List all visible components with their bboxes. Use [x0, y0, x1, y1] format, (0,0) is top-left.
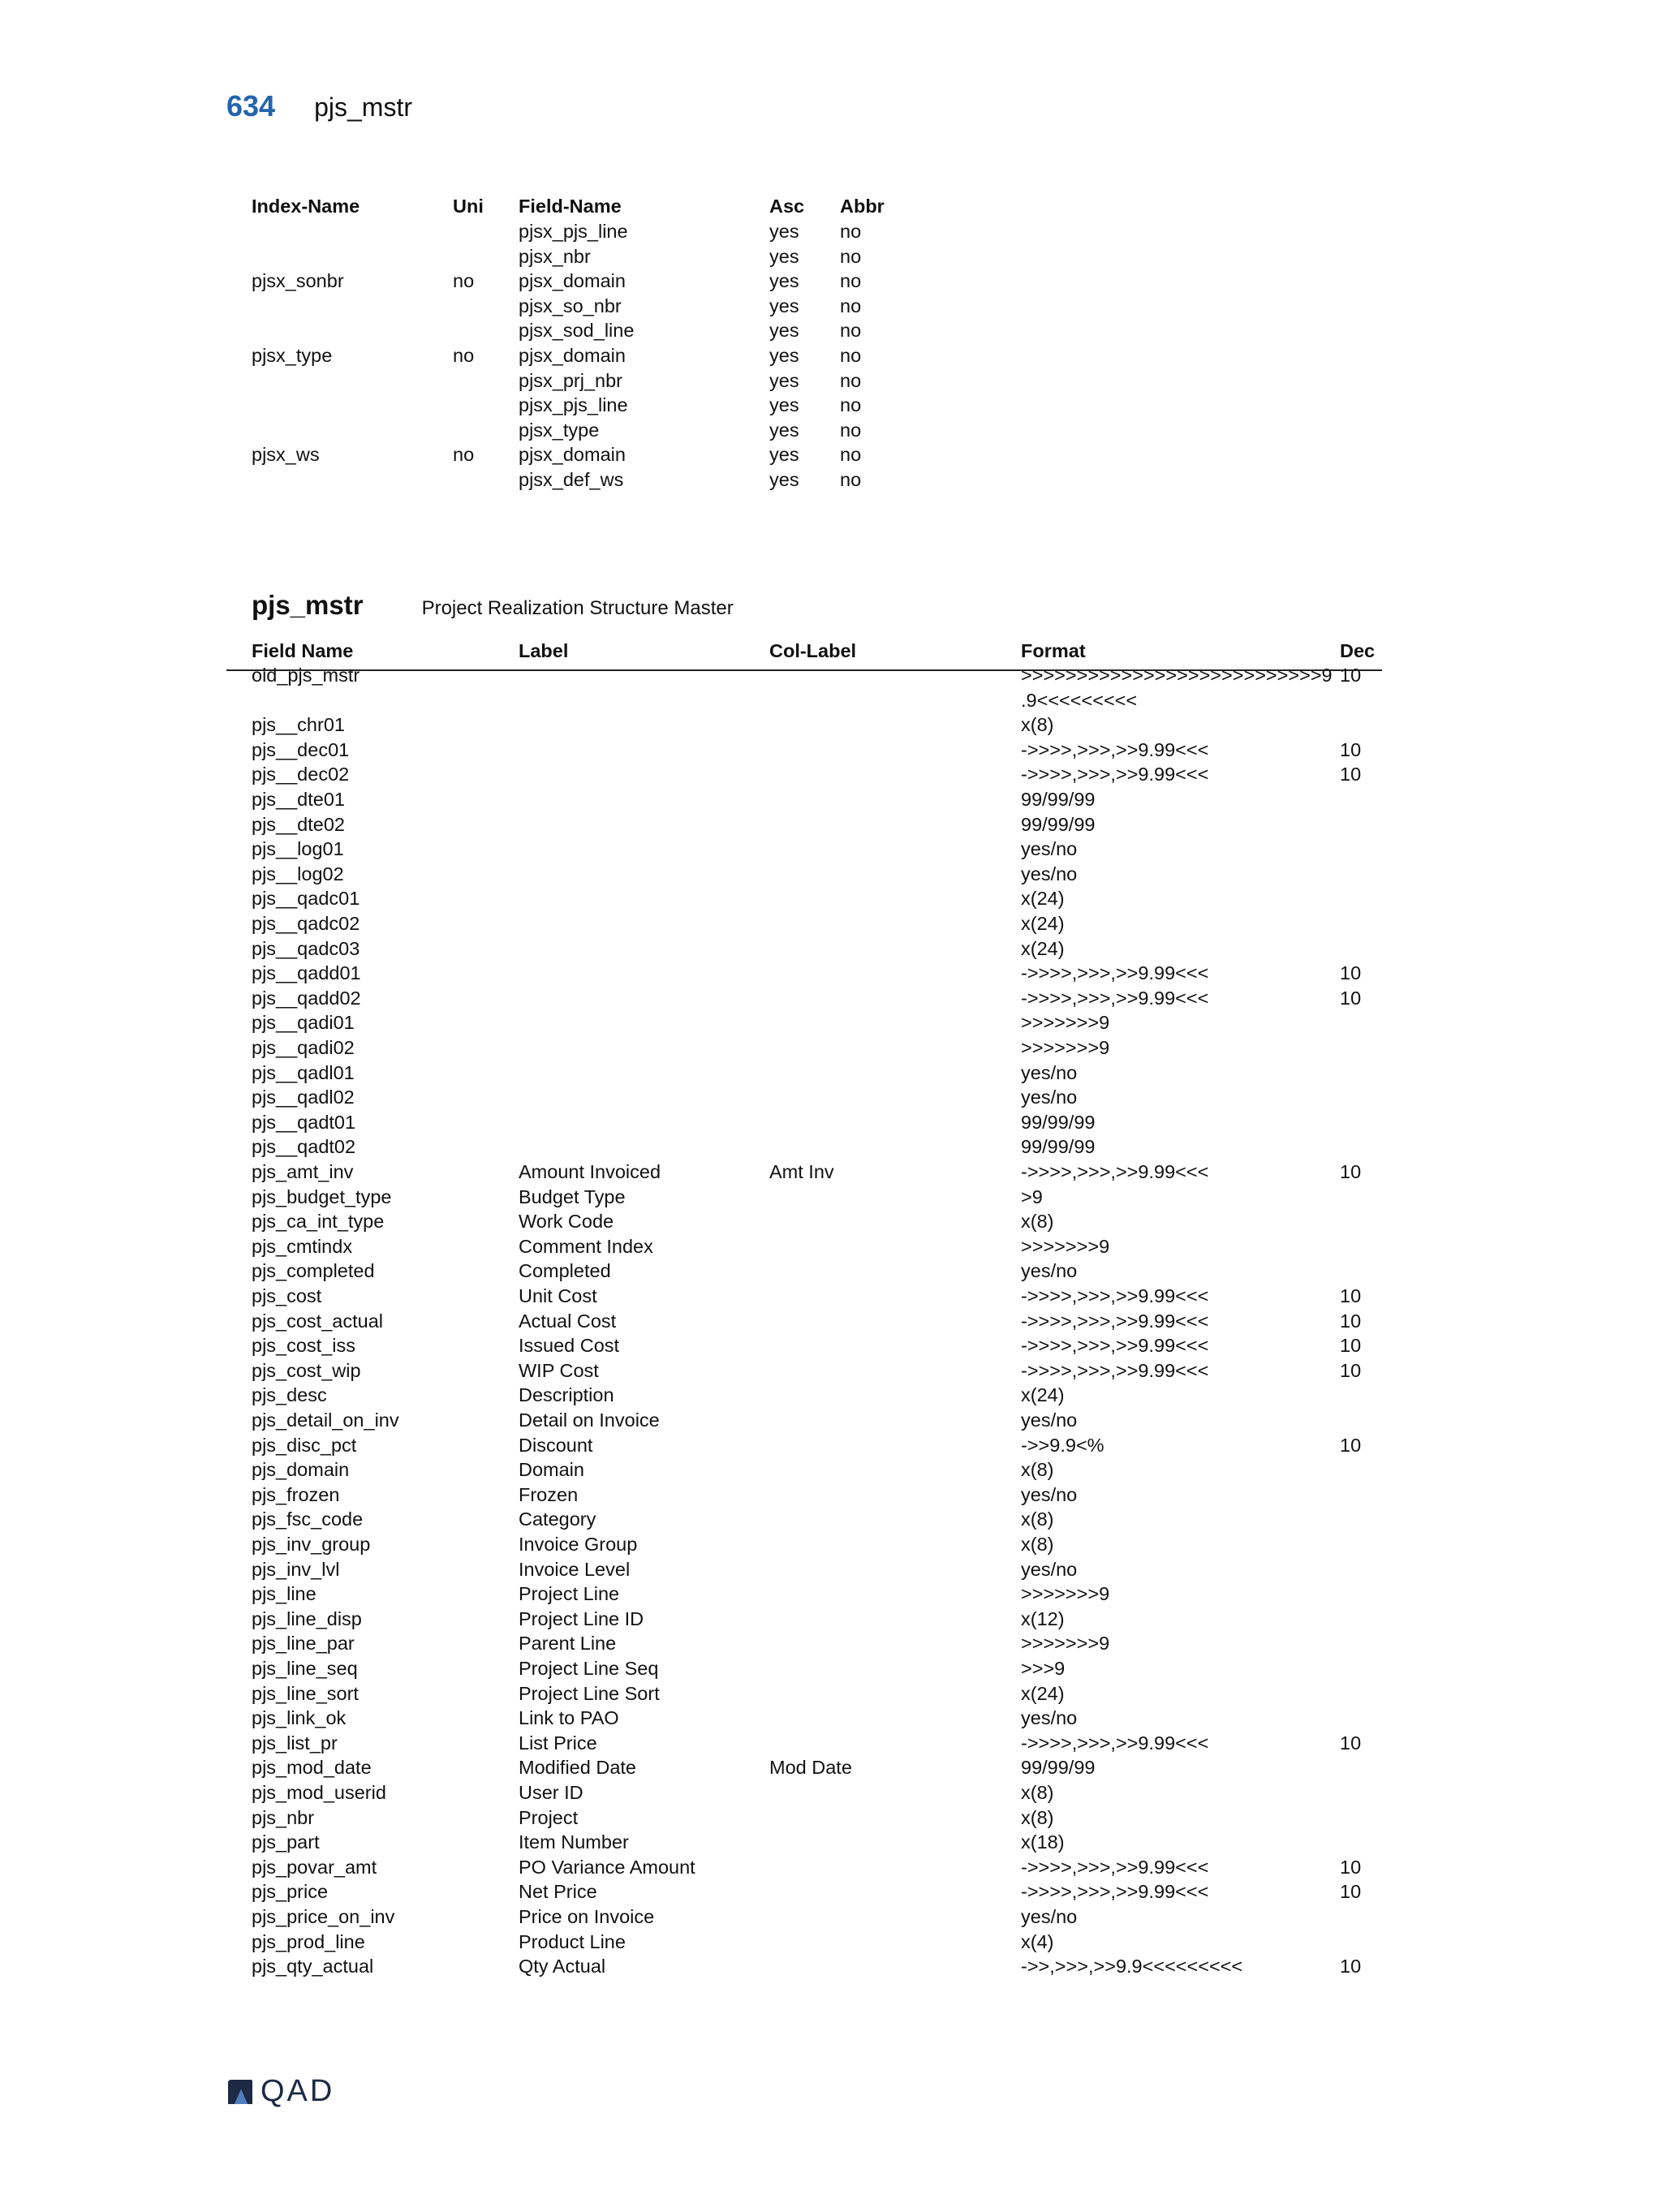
table-cell: x(24) — [1021, 1384, 1065, 1406]
table-row — [0, 1110, 1662, 1135]
table-cell: Completed — [519, 1260, 611, 1282]
table-cell: pjs__dte01 — [252, 789, 345, 810]
table-cell: pjs_part — [252, 1831, 320, 1853]
table-cell: pjs__qadt02 — [252, 1136, 356, 1158]
table-cell: Comment Index — [519, 1235, 653, 1257]
table-row — [0, 1209, 1662, 1234]
table-section-title — [252, 590, 734, 621]
table-cell: pjs_line — [252, 1583, 316, 1605]
table-cell: no — [453, 444, 475, 466]
table-cell: yes — [769, 245, 799, 267]
table-row — [0, 467, 1662, 493]
table-row — [0, 1259, 1662, 1284]
table-cell: pjs_domain — [252, 1459, 350, 1481]
table-row — [0, 862, 1662, 887]
table-cell: pjs_cost — [252, 1285, 322, 1306]
table-cell: Amount Invoiced — [519, 1161, 661, 1182]
table-cell: pjs_prod_line — [252, 1930, 365, 1952]
table-cell: Budget Type — [519, 1186, 626, 1207]
table-cell: pjs_ca_int_type — [252, 1211, 385, 1233]
table-cell: yes/no — [1021, 1260, 1078, 1282]
table-cell: x(8) — [1021, 1534, 1054, 1555]
table-cell: Project Line — [519, 1583, 620, 1605]
table-cell: pjs_line_seq — [252, 1658, 358, 1679]
table-row — [0, 318, 1662, 343]
table-row — [0, 911, 1662, 936]
table-cell: pjs_line_par — [252, 1633, 355, 1655]
table-cell: yes — [769, 270, 799, 292]
table-cell: pjsx_so_nbr — [519, 295, 622, 316]
table-cell: pjsx_def_ws — [519, 469, 624, 490]
table-cell: >>>>>>>9 — [1021, 1012, 1110, 1034]
table-cell: 10 — [1340, 1335, 1362, 1357]
table-cell: yes/no — [1021, 1483, 1078, 1505]
table-row — [0, 1284, 1662, 1309]
column-header: Col-Label — [769, 640, 857, 661]
table-header-row — [0, 194, 1662, 219]
table-cell: x(18) — [1021, 1831, 1065, 1853]
table-cell: pjs_price — [252, 1881, 329, 1903]
table-row — [0, 1185, 1662, 1210]
table-row — [0, 244, 1662, 269]
table-cell: ->>>>,>>>,>>9.99<<< — [1021, 1285, 1209, 1306]
column-header: Uni — [453, 196, 484, 217]
table-cell: pjsx_ws — [252, 444, 320, 466]
table-cell: Project Line ID — [519, 1607, 644, 1629]
table-cell: ->>,>>>,>>9.9<<<<<<<<< — [1021, 1956, 1243, 1977]
table-row — [0, 787, 1662, 812]
table-row — [0, 1134, 1662, 1160]
table-cell: pjs__chr01 — [252, 714, 345, 736]
table-cell: no — [840, 245, 862, 267]
table-cell: Domain — [519, 1459, 584, 1481]
table-cell: 99/99/99 — [1021, 789, 1096, 810]
table-cell: yes/no — [1021, 1707, 1078, 1729]
table-row — [0, 1160, 1662, 1185]
table-cell: Project Line Sort — [519, 1682, 660, 1704]
table-cell: x(4) — [1021, 1930, 1054, 1952]
table-cell: pjs_line_disp — [252, 1607, 362, 1629]
column-header: Field Name — [252, 640, 354, 661]
table-cell: yes/no — [1021, 863, 1078, 884]
table-row — [0, 1582, 1662, 1607]
table-cell: x(24) — [1021, 1682, 1065, 1704]
table-cell: pjs_line_sort — [252, 1682, 359, 1704]
table-row — [0, 1433, 1662, 1458]
table-row — [0, 1681, 1662, 1706]
table-cell: ->>9.9<% — [1021, 1434, 1104, 1456]
table-cell: 99/99/99 — [1021, 813, 1096, 835]
table-row — [0, 1358, 1662, 1384]
column-header: Format — [1021, 640, 1086, 661]
table-cell: ->>>>,>>>,>>9.99<<< — [1021, 764, 1209, 785]
table-cell: Project Line Seq — [519, 1658, 659, 1679]
table-row — [0, 738, 1662, 763]
column-header: Abbr — [840, 196, 885, 217]
table-cell: pjs_desc — [252, 1384, 327, 1406]
table-cell: Parent Line — [519, 1633, 617, 1655]
table-row — [0, 1954, 1662, 1979]
table-cell: >>>>>>>9 — [1021, 1235, 1110, 1257]
table-cell: List Price — [519, 1732, 597, 1754]
table-row — [0, 269, 1662, 294]
table-cell: pjs__qadc03 — [252, 937, 360, 959]
table-cell: x(8) — [1021, 1211, 1054, 1233]
table-row — [0, 343, 1662, 368]
table-cell: no — [840, 369, 862, 391]
table-cell: 10 — [1340, 665, 1362, 686]
table-cell: pjs__qadi02 — [252, 1037, 355, 1058]
table-row — [0, 986, 1662, 1011]
table-cell: pjs__qadd01 — [252, 962, 361, 984]
table-cell: pjs__qadc01 — [252, 888, 360, 910]
table-cell: yes — [769, 295, 799, 316]
table-cell: Mod Date — [769, 1757, 852, 1779]
table-cell: pjs_mod_date — [252, 1757, 372, 1779]
table-cell: pjs_detail_on_inv — [252, 1409, 399, 1431]
table-cell: yes — [769, 394, 799, 416]
table-cell: Actual Cost — [519, 1310, 617, 1332]
table-row — [0, 1607, 1662, 1632]
table-cell: 10 — [1340, 764, 1362, 785]
table-cell: pjs_fsc_code — [252, 1508, 364, 1530]
table-cell: ->>>>,>>>,>>9.99<<< — [1021, 987, 1209, 1009]
table-row — [0, 1408, 1662, 1433]
table-row — [0, 837, 1662, 862]
table-cell: no — [840, 295, 862, 316]
table-row — [0, 688, 1662, 713]
table-cell: >>>>>>>9 — [1021, 1037, 1110, 1058]
table-cell: yes — [769, 345, 799, 366]
table-cell: ->>>>,>>>,>>9.99<<< — [1021, 1359, 1209, 1381]
table-cell: x(8) — [1021, 1459, 1054, 1481]
table-row — [0, 1879, 1662, 1904]
table-row — [0, 1731, 1662, 1756]
table-cell: Product Line — [519, 1930, 626, 1952]
table-cell: pjs__dec01 — [252, 738, 350, 760]
logo-text: QAD — [260, 2074, 335, 2108]
table-row — [0, 1706, 1662, 1731]
table-cell: pjsx_sod_line — [519, 320, 635, 342]
table-description: Project Realization Structure Master — [421, 597, 734, 619]
table-cell: no — [453, 270, 475, 292]
table-cell: no — [840, 394, 862, 416]
table-cell: ->>>>,>>>,>>9.99<<< — [1021, 1335, 1209, 1357]
table-cell: 99/99/99 — [1021, 1757, 1096, 1779]
table-cell: yes/no — [1021, 1409, 1078, 1431]
table-cell: Detail on Invoice — [519, 1409, 660, 1431]
table-cell: pjsx_sonbr — [252, 270, 344, 292]
table-cell: yes/no — [1021, 1061, 1078, 1083]
table-cell: pjs_cmtindx — [252, 1235, 353, 1257]
table-cell: yes — [769, 469, 799, 490]
footer-logo — [226, 2074, 334, 2109]
table-cell: Description — [519, 1384, 614, 1406]
table-row — [0, 1035, 1662, 1061]
table-cell: pjs_inv_group — [252, 1534, 371, 1555]
column-header: Label — [519, 640, 569, 661]
table-cell: pjs_cost_iss — [252, 1335, 355, 1357]
table-cell: yes — [769, 369, 799, 391]
table-row — [0, 1085, 1662, 1110]
table-row — [0, 1755, 1662, 1780]
table-row — [0, 368, 1662, 394]
table-cell: >>>>>>>9 — [1021, 1633, 1110, 1655]
table-cell: 10 — [1340, 1434, 1362, 1456]
table-row — [0, 1830, 1662, 1855]
table-cell: 10 — [1340, 962, 1362, 984]
table-cell: Link to PAO — [519, 1707, 619, 1729]
table-cell: no — [840, 419, 862, 441]
table-cell: ->>>>,>>>,>>9.99<<< — [1021, 1161, 1209, 1182]
table-cell: yes/no — [1021, 1558, 1078, 1580]
table-cell: no — [840, 270, 862, 292]
table-row — [0, 1780, 1662, 1805]
table-cell: pjs_disc_pct — [252, 1434, 357, 1456]
table-row — [0, 812, 1662, 837]
table-cell: Amt Inv — [769, 1161, 834, 1182]
table-cell: pjsx_pjs_line — [519, 221, 628, 242]
table-row — [0, 961, 1662, 986]
table-row — [0, 936, 1662, 962]
page-header — [226, 89, 412, 130]
table-cell: yes — [769, 221, 799, 242]
table-cell: x(8) — [1021, 714, 1054, 736]
table-row — [0, 1557, 1662, 1582]
table-cell: 10 — [1340, 1359, 1362, 1381]
table-cell: pjsx_domain — [519, 345, 626, 366]
table-row — [0, 712, 1662, 738]
table-cell: >9 — [1021, 1186, 1043, 1207]
table-row — [0, 1631, 1662, 1656]
table-cell: Issued Cost — [519, 1335, 620, 1357]
table-cell: no — [840, 345, 862, 366]
table-cell: yes — [769, 419, 799, 441]
table-cell: pjsx_domain — [519, 444, 626, 466]
table-cell: x(8) — [1021, 1806, 1054, 1828]
table-row — [0, 1507, 1662, 1532]
header-rule — [226, 669, 1382, 671]
table-cell: Qty Actual — [519, 1956, 606, 1977]
column-header: Asc — [769, 196, 805, 217]
table-row — [0, 1383, 1662, 1408]
table-cell: no — [840, 320, 862, 342]
qad-logo-icon — [226, 2078, 254, 2106]
table-cell: x(12) — [1021, 1607, 1065, 1629]
table-cell: pjs__qadl01 — [252, 1061, 355, 1083]
table-cell: x(8) — [1021, 1508, 1054, 1530]
table-cell: x(24) — [1021, 913, 1065, 934]
table-cell: pjs_nbr — [252, 1806, 315, 1828]
table-cell: yes/no — [1021, 838, 1078, 860]
table-cell: ->>>>,>>>,>>9.99<<< — [1021, 1310, 1209, 1332]
table-cell: x(8) — [1021, 1782, 1054, 1803]
page-number: 634 — [226, 89, 276, 123]
table-cell: 10 — [1340, 1881, 1362, 1903]
table-row — [0, 418, 1662, 443]
table-cell: pjs_link_ok — [252, 1707, 347, 1729]
table-cell: pjs_cost_wip — [252, 1359, 361, 1381]
table-row — [0, 1532, 1662, 1557]
table-cell: pjsx_pjs_line — [519, 394, 628, 416]
table-cell: Unit Cost — [519, 1285, 597, 1306]
table-cell: pjs_price_on_inv — [252, 1906, 395, 1927]
table-cell: no — [840, 444, 862, 466]
table-row — [0, 1010, 1662, 1035]
table-row — [0, 1483, 1662, 1508]
table-cell: Discount — [519, 1434, 593, 1456]
table-cell: pjs_mod_userid — [252, 1782, 386, 1803]
table-cell: 10 — [1340, 1856, 1362, 1878]
table-cell: pjs__qadi01 — [252, 1012, 355, 1034]
table-cell: 99/99/99 — [1021, 1111, 1096, 1133]
table-cell: pjs__qadd02 — [252, 987, 361, 1009]
table-cell: pjs__dec02 — [252, 764, 350, 785]
table-cell: ->>>>,>>>,>>9.99<<< — [1021, 1881, 1209, 1903]
table-cell: 10 — [1340, 1732, 1362, 1754]
table-cell: 10 — [1340, 738, 1362, 760]
table-cell: pjs_frozen — [252, 1483, 340, 1505]
table-cell: pjs__dte02 — [252, 813, 345, 835]
table-cell: ->>>>,>>>,>>9.99<<< — [1021, 962, 1209, 984]
table-cell: pjs_list_pr — [252, 1732, 338, 1754]
table-row — [0, 393, 1662, 418]
table-row — [0, 1930, 1662, 1955]
table-cell: Invoice Level — [519, 1558, 631, 1580]
table-cell: pjs_budget_type — [252, 1186, 392, 1207]
table-row — [0, 1805, 1662, 1831]
table-cell: >>>9 — [1021, 1658, 1066, 1679]
table-cell: pjsx_domain — [519, 270, 626, 292]
column-header: Index-Name — [252, 196, 360, 217]
table-cell: pjs__log01 — [252, 838, 344, 860]
table-cell: pjs__qadl02 — [252, 1087, 355, 1108]
table-cell: ->>>>,>>>,>>9.99<<< — [1021, 1856, 1209, 1878]
table-cell: 10 — [1340, 987, 1362, 1009]
table-row — [0, 294, 1662, 319]
table-cell: no — [840, 221, 862, 242]
table-row — [0, 442, 1662, 467]
table-row — [0, 1234, 1662, 1259]
table-cell: 10 — [1340, 1161, 1362, 1182]
table-cell: x(24) — [1021, 937, 1065, 959]
table-cell: Invoice Group — [519, 1534, 638, 1555]
column-header: Dec — [1340, 640, 1376, 661]
table-cell: pjsx_type — [252, 345, 333, 366]
table-cell: Modified Date — [519, 1757, 636, 1779]
table-row — [0, 1656, 1662, 1681]
table-cell: 10 — [1340, 1956, 1362, 1977]
table-cell: no — [840, 469, 862, 490]
page-title: pjs_mstr — [314, 93, 412, 122]
table-cell: pjsx_nbr — [519, 245, 591, 267]
table-cell: pjsx_prj_nbr — [519, 369, 623, 391]
table-cell: 99/99/99 — [1021, 1136, 1096, 1158]
table-cell: Item Number — [519, 1831, 629, 1853]
table-cell: WIP Cost — [519, 1359, 599, 1381]
table-cell: Price on Invoice — [519, 1906, 655, 1927]
table-cell: pjs__qadc02 — [252, 913, 360, 934]
table-name: pjs_mstr — [252, 590, 364, 620]
table-cell: PO Variance Amount — [519, 1856, 695, 1878]
table-row — [0, 1855, 1662, 1880]
table-cell: pjs_cost_actual — [252, 1310, 383, 1332]
table-cell: >>>>>>>9 — [1021, 1583, 1110, 1605]
table-cell: yes — [769, 444, 799, 466]
table-cell: no — [453, 345, 475, 366]
table-cell: yes/no — [1021, 1087, 1078, 1108]
table-cell: pjs_completed — [252, 1260, 375, 1282]
table-cell: pjs__qadt01 — [252, 1111, 356, 1133]
table-cell: ->>>>,>>>,>>9.99<<< — [1021, 738, 1209, 760]
column-header: Field-Name — [519, 196, 622, 217]
table-row — [0, 886, 1662, 911]
table-cell: ->>>>,>>>,>>9.99<<< — [1021, 1732, 1209, 1754]
table-cell: Project — [519, 1806, 579, 1828]
table-cell: pjs_inv_lvl — [252, 1558, 340, 1580]
table-cell: Category — [519, 1508, 596, 1530]
table-cell: oid_pjs_mstr — [252, 665, 360, 686]
table-row — [0, 1457, 1662, 1483]
table-cell: >>>>>>>>>>>>>>>>>>>>>>>>>>>9 — [1021, 665, 1333, 686]
table-cell: x(24) — [1021, 888, 1065, 910]
table-row — [0, 1061, 1662, 1086]
table-header-row — [0, 639, 1662, 664]
table-cell: pjs_qty_actual — [252, 1956, 374, 1977]
table-cell: pjs_amt_inv — [252, 1161, 354, 1182]
table-cell: 10 — [1340, 1310, 1362, 1332]
table-cell: pjs__log02 — [252, 863, 344, 884]
table-cell: pjs_povar_amt — [252, 1856, 377, 1878]
table-row — [0, 1904, 1662, 1930]
table-row — [0, 762, 1662, 787]
table-cell: yes — [769, 320, 799, 342]
table-row — [0, 1333, 1662, 1358]
table-cell: 10 — [1340, 1285, 1362, 1306]
table-cell: Frozen — [519, 1483, 579, 1505]
table-row — [0, 663, 1662, 688]
table-row — [0, 219, 1662, 244]
table-cell: User ID — [519, 1782, 583, 1803]
table-cell: yes/no — [1021, 1906, 1078, 1927]
table-cell: pjsx_type — [519, 419, 600, 441]
table-row — [0, 1309, 1662, 1334]
table-cell: Net Price — [519, 1881, 597, 1903]
table-cell: .9<<<<<<<<< — [1021, 689, 1138, 711]
table-cell: Work Code — [519, 1211, 614, 1233]
